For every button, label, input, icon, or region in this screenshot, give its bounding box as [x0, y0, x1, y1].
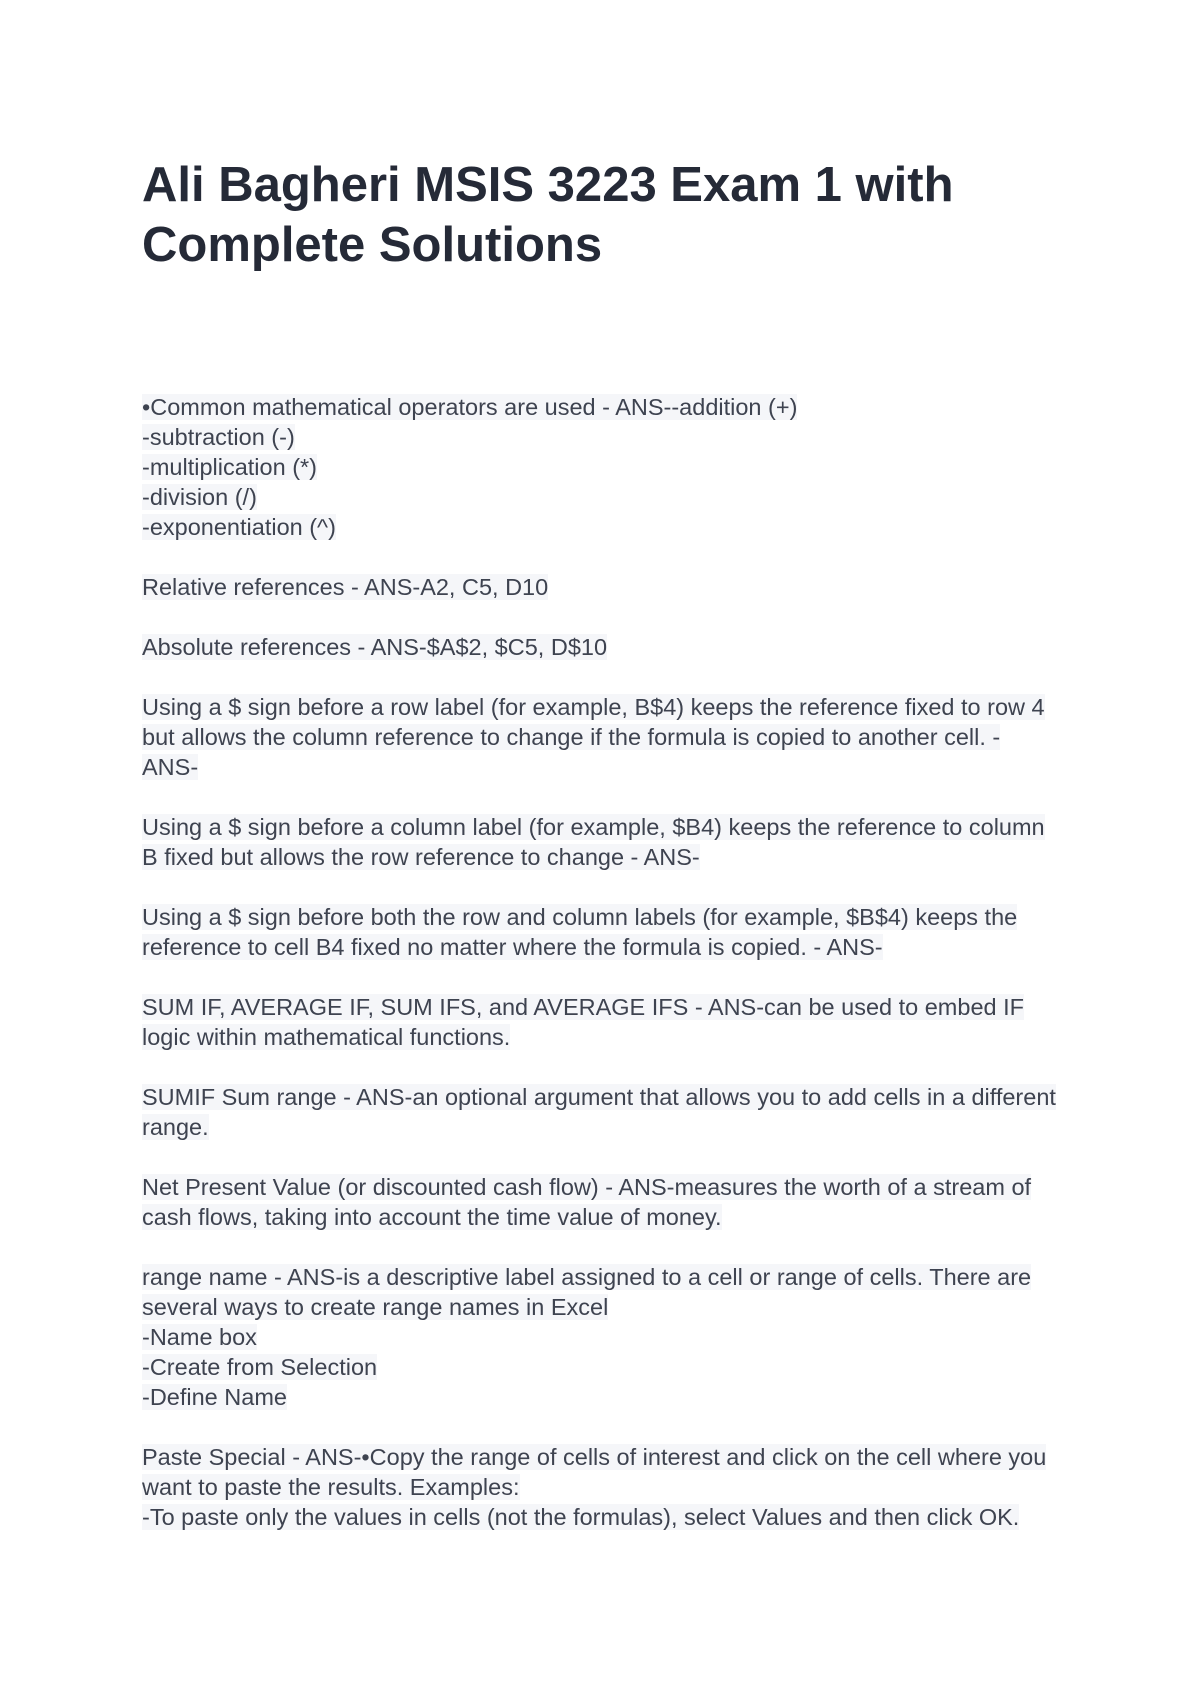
qa-entry	[142, 902, 1072, 962]
text-line: -subtraction (-)	[142, 424, 295, 450]
qa-entry	[142, 692, 1072, 782]
text-line: Using a $ sign before both the row and column labels (for example, $B$4) keeps the	[142, 904, 1018, 930]
text-line: SUMIF Sum range - ANS-an optional argument that allows you to add cells in a different	[142, 1084, 1056, 1110]
qa-entry	[142, 572, 1072, 602]
text-line: ANS-	[142, 754, 199, 780]
qa-entry	[142, 392, 1072, 542]
text-line: Paste Special - ANS-•Copy the range of cells of interest and click on the cell where you	[142, 1444, 1047, 1470]
document-title	[142, 155, 1042, 275]
text-line: -To paste only the values in cells (not the formulas), select Values and then click OK.	[142, 1504, 1020, 1530]
text-line: -division (/)	[142, 484, 257, 510]
text-line: -Name box	[142, 1324, 257, 1350]
text-line: but allows the column reference to change if the formula is copied to another cell. -	[142, 724, 1001, 750]
text-line: SUM IF, AVERAGE IF, SUM IFS, and AVERAGE IFS - ANS-can be used to embed IF	[142, 994, 1025, 1020]
text-line: want to paste the results. Examples:	[142, 1474, 520, 1500]
text-line: B fixed but allows the row reference to change - ANS-	[142, 844, 700, 870]
text-line: reference to cell B4 fixed no matter where the formula is copied. - ANS-	[142, 934, 883, 960]
text-line: several ways to create range names in Excel	[142, 1294, 609, 1320]
title-line: Complete Solutions	[142, 218, 603, 272]
qa-entry	[142, 1442, 1072, 1532]
qa-entry	[142, 812, 1072, 872]
qa-entry	[142, 1082, 1072, 1142]
text-line: -exponentiation (^)	[142, 514, 336, 540]
text-line: -multiplication (*)	[142, 454, 317, 480]
text-line: Absolute references - ANS-$A$2, $C5, D$10	[142, 634, 608, 660]
text-line: Net Present Value (or discounted cash flow) - ANS-measures the worth of a stream of	[142, 1174, 1032, 1200]
text-line: •Common mathematical operators are used - ANS--addition (+)	[142, 394, 798, 420]
qa-entry	[142, 1262, 1072, 1412]
text-line: -Create from Selection	[142, 1354, 378, 1380]
title-line: Ali Bagheri MSIS 3223 Exam 1 with	[142, 158, 954, 212]
qa-entry	[142, 992, 1072, 1052]
text-line: Using a $ sign before a row label (for example, B$4) keeps the reference fixed to row 4	[142, 694, 1045, 720]
text-line: range.	[142, 1114, 209, 1140]
text-line: cash flows, taking into account the time value of money.	[142, 1204, 722, 1230]
text-line: Using a $ sign before a column label (for example, $B4) keeps the reference to column	[142, 814, 1045, 840]
text-line: logic within mathematical functions.	[142, 1024, 511, 1050]
qa-entry	[142, 632, 1072, 662]
text-line: range name - ANS-is a descriptive label assigned to a cell or range of cells. There are	[142, 1264, 1032, 1290]
text-line: -Define Name	[142, 1384, 287, 1410]
qa-list	[142, 392, 1072, 1562]
qa-entry	[142, 1172, 1072, 1232]
text-line: Relative references - ANS-A2, C5, D10	[142, 574, 549, 600]
